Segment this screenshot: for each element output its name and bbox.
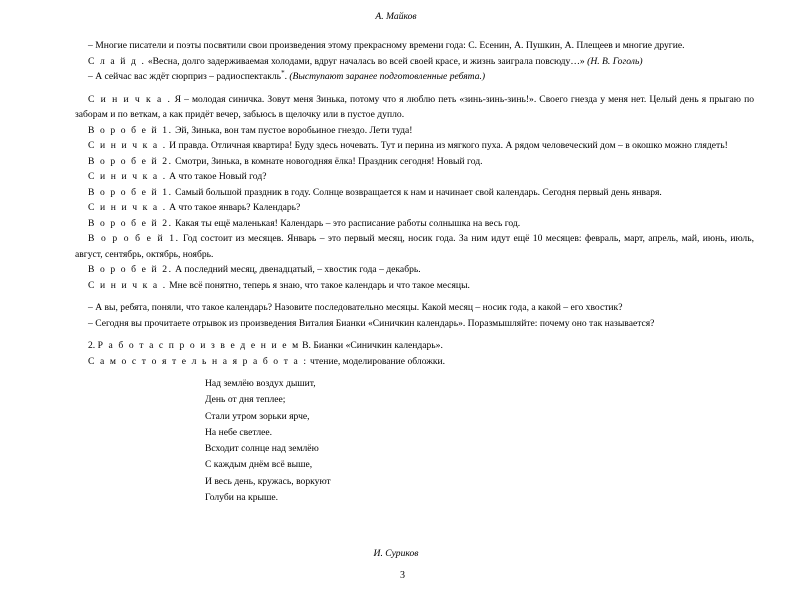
speaker-label: С и н и ч к а . bbox=[88, 279, 167, 291]
page-number: 3 bbox=[400, 570, 405, 581]
task-number: 2. bbox=[88, 340, 96, 351]
dialogue-text: Мне всё понятно, теперь я знаю, что такое календарь и что такое месяцы. bbox=[169, 279, 470, 291]
dialogue-line bbox=[75, 231, 754, 262]
speaker-label: С и н и ч к а . bbox=[88, 93, 172, 105]
slide-citation: (Н. В. Гоголь) bbox=[587, 55, 643, 67]
surprise-paragraph: – А сейчас вас ждёт сюрприз – радиоспектакль*. (Выступают заранее подготовленные ребята.) bbox=[88, 68, 486, 82]
dialogue-text: Какая ты ещё маленькая! Календарь – это расписание работы солнышка на весь год. bbox=[175, 217, 521, 229]
dialogue-text: Год состоит из месяцев. Январь – это первый месяц, носик года. За ним идут ещё 10 месяцев: февраль, март, апрель, май, июнь, июль, август, сентябрь, октябрь, ноябрь. bbox=[75, 233, 754, 260]
speaker-label: В о р о б е й 2. bbox=[88, 155, 173, 167]
question-paragraph: – А вы, ребята, поняли, что такое календарь? Назовите последовательно месяцы. Какой месяц – носик года, а какой – его хвостик? bbox=[88, 302, 623, 313]
poem-line: И весь день, кружась, воркуют bbox=[205, 475, 331, 487]
poem bbox=[205, 376, 754, 506]
poem-author: И. Суриков bbox=[373, 548, 419, 559]
task-title: Р а б о т а с п р о и з в е д е н и е м bbox=[97, 340, 300, 351]
dialogue-line bbox=[75, 200, 754, 216]
surprise-text: – А сейчас вас ждёт сюрприз – радиоспектакль bbox=[88, 71, 282, 82]
poem-line: День от дня теплее; bbox=[205, 394, 286, 406]
intro-paragraph: – Многие писатели и поэты посвятили свои произведения этому прекрасному времени года: С. Есенин, А. Пушкин, А. Плещеев и многие другие. bbox=[88, 40, 685, 51]
dialogue-line bbox=[75, 278, 754, 294]
surprise-note: (Выступают заранее подготовленные ребята.) bbox=[289, 71, 486, 82]
dialogue-text: Я – молодая синичка. Зовут меня Зинька, потому что я люблю петь «зинь-зинь-зинь!». Своего гнезда у меня нет. Целый день я прыгаю по заборам и по веткам, а как придёт вечер, забьюсь в щелочку или в пустое дупло. bbox=[75, 93, 754, 120]
dialogue-line bbox=[75, 169, 754, 185]
dialogue-text: Самый большой праздник в году. Солнце возвращается к нам и начинает свой календарь. Сегодня первый день января. bbox=[175, 186, 662, 198]
poem-line: Стали утром зорьки ярче, bbox=[205, 410, 310, 422]
speaker-label: В о р о б е й 1. bbox=[88, 186, 173, 198]
poem-line: На небе светлее. bbox=[205, 426, 273, 438]
slide-paragraph bbox=[75, 54, 754, 70]
dialogue-text: А что такое январь? Календарь? bbox=[169, 202, 301, 213]
dialogue-text: И правда. Отличная квартира! Буду здесь ночевать. Тут и перина из мягкого пуха. А рядом человеческий дом – в окошко можно глядеть! bbox=[169, 140, 728, 151]
speaker-label: В о р о б е й 1. bbox=[88, 124, 173, 136]
dialogue-line bbox=[75, 262, 754, 278]
poem-line: Голуби на крыше. bbox=[205, 492, 278, 504]
slide-quote: «Весна, долго задерживаемая холодами, вдруг началась во всей своей красе, и жизнь заиграла повсюду…» bbox=[147, 55, 585, 67]
dialogue-text: Эй, Зинька, вон там пустое воробьиное гнездо. Лети туда! bbox=[175, 124, 413, 136]
document-body bbox=[75, 38, 754, 506]
task-source: В. Бианки «Синичкин календарь». bbox=[302, 340, 443, 351]
slide-label: С л а й д . bbox=[88, 55, 146, 67]
dialogue-line bbox=[75, 92, 754, 123]
dialogue-line bbox=[75, 138, 754, 154]
speaker-label: С и н и ч к а . bbox=[88, 171, 167, 182]
speaker-label: В о р о б е й 2. bbox=[88, 217, 173, 229]
footnote-mark: * bbox=[281, 68, 285, 77]
speaker-label: С и н и ч к а . bbox=[88, 202, 167, 213]
dialogue-text: Смотри, Зинька, в комнате новогодняя ёлка! Праздник сегодня! Новый год. bbox=[175, 155, 483, 167]
question-paragraph: – Сегодня вы прочитаете отрывок из произведения Виталия Бианки «Синичкин календарь». Поразмышляйте: почему оно так называется? bbox=[88, 317, 655, 329]
poem-line: С каждым днём всё выше, bbox=[205, 459, 313, 471]
task-heading bbox=[75, 338, 754, 354]
speaker-label: В о р о б е й 1. bbox=[88, 233, 180, 244]
top-author: А. Майков bbox=[375, 11, 417, 22]
dialogue-line bbox=[75, 185, 754, 201]
dialogue-text: А что такое Новый год? bbox=[169, 171, 267, 182]
dialogue-line bbox=[75, 216, 754, 232]
selfwork-text: чтение, моделирование обложки. bbox=[310, 355, 446, 367]
selfwork-label: С а м о с т о я т е л ь н а я р а б о т а : bbox=[88, 355, 308, 367]
speaker-label: С и н и ч к а . bbox=[88, 140, 167, 151]
poem-line: Всходит солнце над землёю bbox=[205, 443, 319, 455]
dialogue-text: А последний месяц, двенадцатый, – хвостик года – декабрь. bbox=[175, 264, 421, 275]
dialogue-line bbox=[75, 154, 754, 170]
dialogue-line bbox=[75, 123, 754, 139]
selfwork-line bbox=[75, 354, 754, 370]
speaker-label: В о р о б е й 2. bbox=[88, 264, 173, 275]
poem-line: Над землёю воздух дышит, bbox=[205, 378, 316, 389]
